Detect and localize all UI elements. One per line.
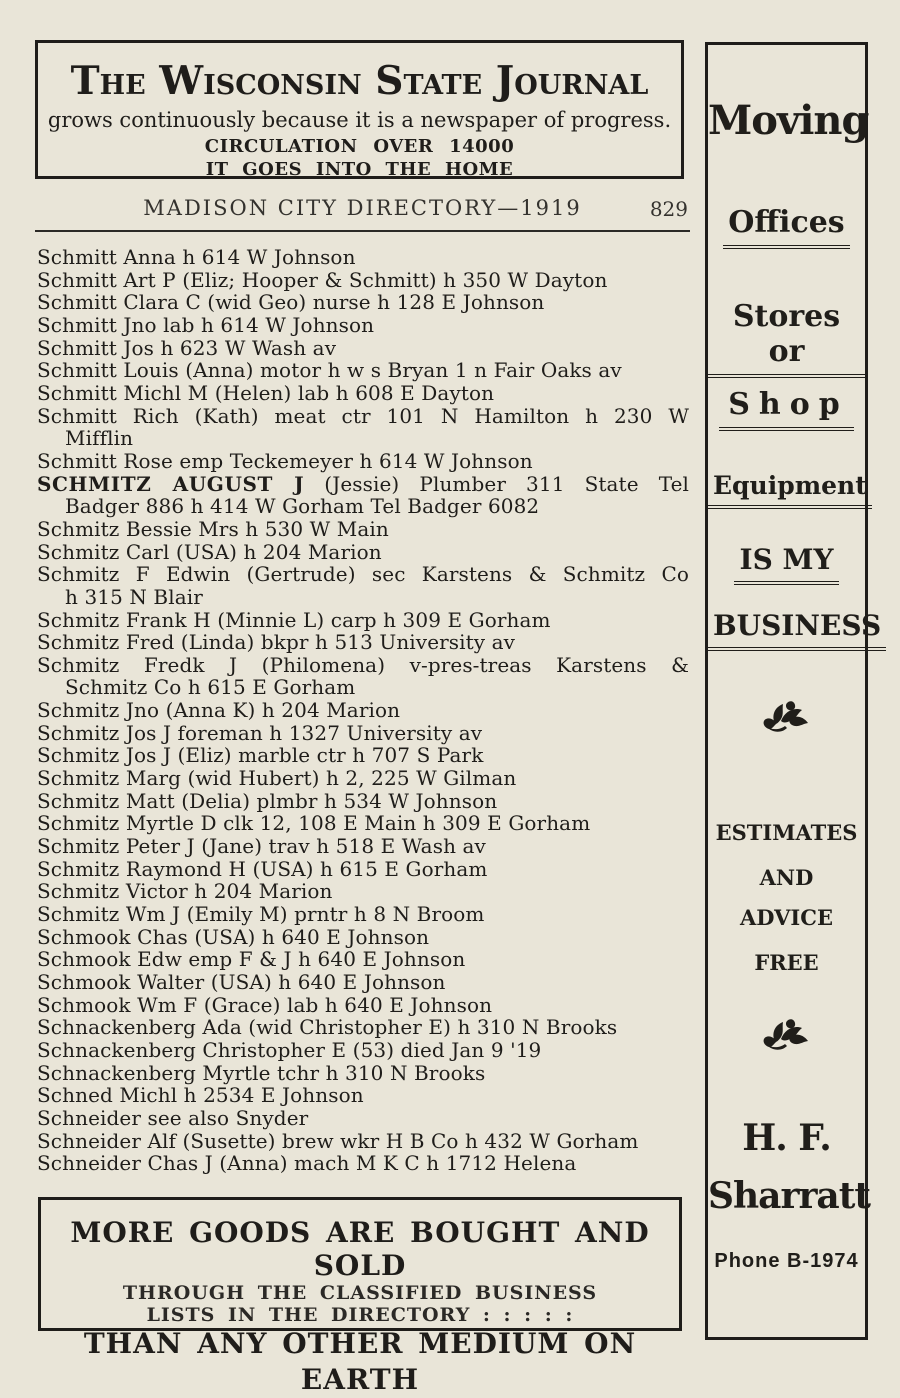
entry-line: Schmook Edw emp F & J h 640 E Johnson [37, 947, 466, 972]
entry-line: Schneider Chas J (Anna) mach M K C h 1712 Helena [37, 1151, 577, 1176]
sidebar-ad-text: ADVICE [740, 905, 833, 930]
sidebar-ad-text: Shop [719, 387, 853, 431]
directory-entry [37, 1107, 689, 1130]
directory-entry [37, 654, 689, 699]
entry-line: Schmitz Myrtle D clk 12, 108 E Main h 309 E Gorham [37, 811, 591, 836]
classified-ad-line2: THROUGH THE CLASSIFIED BUSINESS [122, 1282, 598, 1304]
directory-entry [37, 1130, 689, 1153]
entry-line: Schmitz Frank H (Minnie L) carp h 309 E Gorham [37, 607, 551, 632]
classified-ad-line4: THAN ANY OTHER MEDIUM ON EARTH [83, 1327, 637, 1396]
sidebar-ad-line [708, 97, 869, 144]
entry-line: Schmook Walter (USA) h 640 E Johnson [37, 970, 446, 994]
sharratt-moving-ad [705, 42, 882, 1340]
sidebar-ad-text: Stores or [708, 299, 865, 378]
directory-entry [37, 541, 689, 564]
entry-line: Schmitt Clara C (wid Geo) nurse h 128 E Johnson [37, 290, 545, 315]
sidebar-ad-text: BUSINESS [708, 609, 886, 651]
sidebar-ad-line [708, 1117, 865, 1159]
directory-entry [37, 722, 689, 745]
directory-entry [37, 405, 689, 450]
directory-entry [37, 903, 689, 926]
directory-entry [37, 880, 689, 903]
entry-line: Schned Michl h 2534 E Johnson [37, 1083, 364, 1108]
sidebar-ad-line [708, 543, 865, 585]
directory-entry [37, 473, 689, 518]
entry-line: Schmitz F Edwin (Gertrude) sec Karstens & Schmitz Co [37, 562, 689, 587]
sidebar-ad-text: Equipment [708, 471, 872, 509]
entry-line: Schmitz Raymond H (USA) h 615 E Gorham [37, 856, 488, 881]
entry-line: Schmitt Michl M (Helen) lab h 608 E Dayton [37, 380, 495, 405]
page-header [35, 196, 690, 224]
entry-line: Schmitz Fred (Linda) bkpr h 513 University av [37, 630, 516, 655]
directory-entry [37, 790, 689, 813]
entry-line: Schmitz Jno (Anna K) h 204 Marion [37, 698, 401, 723]
sidebar-ad-line [708, 905, 865, 930]
directory-entry [37, 269, 689, 292]
sidebar-ad-text: AND [759, 865, 814, 890]
wisconsin-state-journal-ad [35, 40, 684, 179]
entry-line: Schmitt Rose emp Teckemeyer h 614 W Johnson [37, 448, 533, 473]
classified-ad-line3: LISTS IN THE DIRECTORY : : : : : [146, 1304, 574, 1326]
fleuron-ornament-icon [708, 697, 865, 741]
directory-entry [37, 1062, 689, 1085]
sidebar-ad-line [708, 471, 865, 509]
directory-entry [37, 948, 689, 971]
entry-line: Schmook Wm F (Grace) lab h 640 E Johnson [37, 992, 493, 1017]
journal-ad-home-line: IT GOES INTO THE HOME [205, 159, 514, 180]
directory-entry [37, 359, 689, 382]
entry-line: Schnackenberg Ada (wid Christopher E) h 310 N Brooks [37, 1015, 618, 1040]
entry-line: Schmitz Peter J (Jane) trav h 518 E Wash av [37, 834, 486, 859]
sidebar-ad-text: FREE [754, 950, 819, 975]
entry-line: Schneider Alf (Susette) brew wkr H B Co h 432 W Gorham [37, 1128, 639, 1153]
sidebar-ad-line [708, 1250, 865, 1273]
entry-line: Schmook Chas (USA) h 640 E Johnson [37, 924, 430, 949]
fleuron-ornament-icon [708, 1015, 865, 1059]
sidebar-ad-line [708, 205, 865, 249]
directory-entry [37, 563, 689, 608]
directory-entry [37, 744, 689, 767]
header-rule [35, 230, 690, 232]
entry-line: SCHMITZ AUGUST J (Jessie) Plumber 311 State Tel [37, 471, 690, 496]
sidebar-ad-text: ESTIMATES [715, 820, 858, 845]
directory-entry [37, 699, 689, 722]
entry-line: Schmitt Jos h 623 W Wash av [37, 335, 337, 360]
entry-line: Schmitz Matt (Delia) plmbr h 534 W Johnson [37, 788, 498, 813]
sidebar-ad-text: Moving [708, 97, 869, 144]
sidebar-ad-line [708, 865, 865, 890]
sidebar-ad-text: H. F. [742, 1117, 831, 1159]
entry-line: Schnackenberg Myrtle tchr h 310 N Brooks [37, 1060, 486, 1085]
sidebar-ad-text: Offices [723, 205, 849, 249]
journal-ad-circulation: CIRCULATION OVER 14000 [204, 136, 515, 157]
classified-lists-ad [38, 1197, 682, 1396]
classified-ad-line1: MORE GOODS ARE BOUGHT AND SOLD [70, 1216, 650, 1282]
sidebar-ad-line [708, 950, 865, 975]
entry-line: Schmitz Jos J (Eliz) marble ctr h 707 S Park [37, 743, 484, 768]
journal-ad-title: The Wisconsin State Journal [70, 58, 649, 104]
directory-entry [37, 518, 689, 541]
entry-line: Schmitz Marg (wid Hubert) h 2, 225 W Gilman [37, 766, 517, 791]
entry-line: Schmitz Bessie Mrs h 530 W Main [37, 516, 389, 541]
directory-entry [37, 971, 689, 994]
entry-continuation-line: Schmitz Co h 615 E Gorham [65, 675, 356, 700]
directory-entry [37, 835, 689, 858]
entry-line: Schmitt Louis (Anna) motor h w s Bryan 1 n Fair Oaks av [37, 358, 622, 383]
entry-line: Schmitz Victor h 204 Marion [37, 879, 333, 904]
entry-line: Schmitz Jos J foreman h 1327 University av [37, 720, 483, 745]
directory-entry [37, 812, 689, 835]
entry-line: Schmitt Rich (Kath) meat ctr 101 N Hamilton h 230 W [37, 403, 689, 428]
entry-continuation-line: Badger 886 h 414 W Gorham Tel Badger 6082 [65, 494, 540, 519]
directory-entry [37, 1152, 689, 1175]
entry-continuation-line: h 315 N Blair [65, 584, 203, 609]
entry-line: Schmitz Wm J (Emily M) prntr h 8 N Broom [37, 902, 485, 927]
sidebar-ad-line [708, 609, 882, 651]
entry-line: Schmitz Fredk J (Philomena) v-pres-treas Karstens & [37, 652, 689, 677]
directory-entry [37, 337, 689, 360]
entry-bold-name: SCHMITZ AUGUST J [37, 471, 305, 496]
sidebar-ad-text: Sharratt [708, 1175, 871, 1217]
sidebar-ad-text: IS MY [734, 543, 838, 585]
directory-entry [37, 314, 689, 337]
directory-entry [37, 246, 689, 269]
entry-line: Schnackenberg Christopher E (53) died Jan 9 '19 [37, 1037, 542, 1062]
journal-ad-tagline: grows continuously because it is a newspaper of progress. [47, 108, 672, 132]
sidebar-ad-line [708, 1175, 871, 1217]
sidebar-ad-line [708, 299, 865, 378]
entry-line: Schmitz Carl (USA) h 204 Marion [37, 539, 382, 564]
directory-entry [37, 858, 689, 881]
sidebar-ad-line [708, 820, 865, 845]
directory-entry [37, 1084, 689, 1107]
directory-entry [37, 926, 689, 949]
directory-entry [37, 1039, 689, 1062]
directory-entry [37, 631, 689, 654]
directory-entry [37, 609, 689, 632]
entry-line: Schmitt Anna h 614 W Johnson [37, 245, 356, 269]
entry-line: Schmitt Jno lab h 614 W Johnson [37, 312, 375, 337]
page-number: 829 [649, 197, 688, 221]
directory-entry [37, 1016, 689, 1039]
directory-entry [37, 767, 689, 790]
directory-entry [37, 450, 689, 473]
sidebar-ad-text: Phone B-1974 [714, 1250, 859, 1272]
directory-listings [37, 246, 689, 1175]
directory-entry [37, 994, 689, 1017]
entry-continuation-line: Mifflin [65, 426, 134, 451]
sidebar-ad-line [708, 387, 865, 431]
entry-line: Schneider see also Snyder [37, 1105, 309, 1130]
directory-entry [37, 382, 689, 405]
directory-entry [37, 291, 689, 314]
entry-line: Schmitt Art P (Eliz; Hooper & Schmitt) h 350 W Dayton [37, 267, 608, 292]
page-title: MADISON CITY DIRECTORY—1919 [143, 196, 582, 220]
